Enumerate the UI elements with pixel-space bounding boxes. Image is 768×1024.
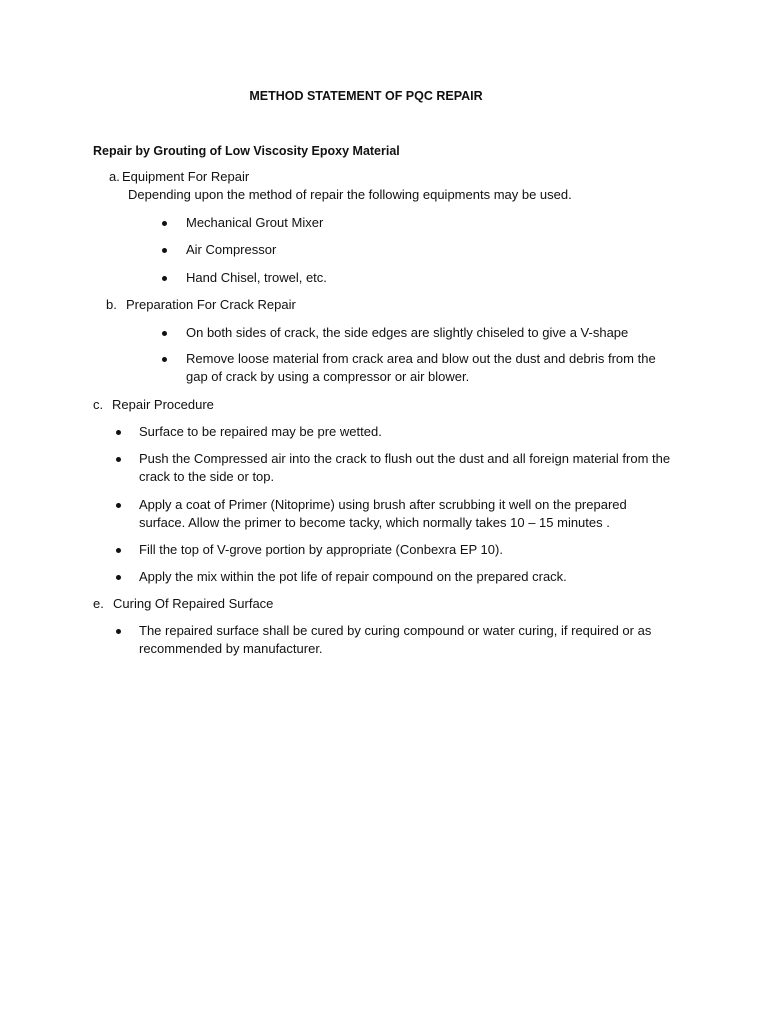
bullet-icon xyxy=(116,430,121,435)
list-item: Remove loose material from crack area and blow out the dust and debris from the gap of crack by using a compressor or air blower. xyxy=(186,351,656,384)
bullet-icon xyxy=(116,629,121,634)
bullet-icon xyxy=(116,548,121,553)
bullet-icon xyxy=(162,331,167,336)
bullet-icon xyxy=(116,575,121,580)
list-item: Apply a coat of Primer (Nitoprime) using brush after scrubbing it well on the prepared surface. Allow the primer to become tacky, which normally takes 10 – 15 minutes . xyxy=(139,497,627,530)
list-item: Mechanical Grout Mixer xyxy=(186,215,324,230)
section-b-marker: b. xyxy=(106,297,117,312)
list-item: Apply the mix within the pot life of repair compound on the prepared crack. xyxy=(139,569,567,584)
list-item: The repaired surface shall be cured by curing compound or water curing, if required or as recommended by manufacturer. xyxy=(139,623,652,656)
bullet-icon xyxy=(162,221,167,226)
section-b-label: Preparation For Crack Repair xyxy=(126,297,296,312)
section-c-marker: c. xyxy=(93,397,104,412)
bullet-icon xyxy=(116,503,121,508)
section-c-label: Repair Procedure xyxy=(112,397,214,412)
bullet-icon xyxy=(162,357,167,362)
section-a-marker: a. xyxy=(109,169,120,184)
list-item: Hand Chisel, trowel, etc. xyxy=(186,270,327,285)
section-heading: Repair by Grouting of Low Viscosity Epoxy Material xyxy=(93,144,400,158)
section-a-label: Equipment For Repair xyxy=(122,169,250,184)
section-e-marker: e. xyxy=(93,596,104,611)
bullet-icon xyxy=(116,457,121,462)
bullet-icon xyxy=(162,248,167,253)
list-item: Fill the top of V-grove portion by appropriate (Conbexra EP 10). xyxy=(139,542,503,557)
list-item: On both sides of crack, the side edges are slightly chiseled to give a V-shape xyxy=(186,325,629,340)
document-title: METHOD STATEMENT OF PQC REPAIR xyxy=(249,89,483,103)
list-item: Push the Compressed air into the crack to flush out the dust and all foreign material from the crack to the side or top. xyxy=(139,451,671,484)
bullet-icon xyxy=(162,276,167,281)
list-item: Air Compressor xyxy=(186,242,277,257)
section-e-label: Curing Of Repaired Surface xyxy=(113,596,274,611)
section-a-intro: Depending upon the method of repair the following equipments may be used. xyxy=(128,187,572,202)
list-item: Surface to be repaired may be pre wetted. xyxy=(139,424,382,439)
